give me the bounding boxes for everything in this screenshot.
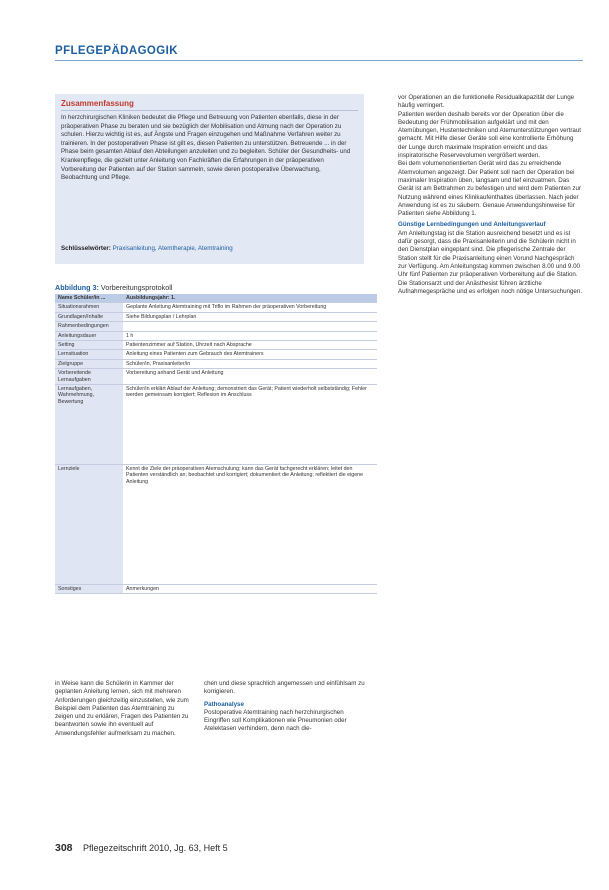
row-label: Situationsrahmen (55, 303, 123, 312)
right-paragraph-1: vor Operationen an die funktionelle Residualkapazität der Lunge häufig verringert. (398, 94, 575, 110)
table-row (55, 465, 377, 585)
row-value (123, 322, 377, 331)
table-head-right: Ausbildungsjahr: 1. (123, 294, 377, 303)
figure-title: Vorbereitungsprotokoll (100, 283, 173, 292)
table-head-row (55, 294, 377, 303)
row-label: Lernziele (55, 465, 123, 585)
row-value: Anleitung eines Patienten zum Gebrauch des Atemtrainers (123, 350, 377, 359)
row-value: Schüler/in, Praxisanleiter/in (123, 359, 377, 368)
row-value: Geplante Anleitung Atemtraining mit Triflo im Rahmen der präoperativen Vorbereitung (123, 303, 377, 312)
body-left-text: in Weise kann die Schülerin in Kammer der geplanten Anleitung lernen, sich mit mehreren Anforderungen gleichzeitig einzustellen, wie zum Beispiel dem Patienten das Atemtraining zu zeigen und zu erklären, Fragen des Patienten zu beantworten sowie ihn eventuell auf Anwendungsfehler aufmerksam zu machen. (55, 680, 189, 737)
row-label: Lernaufgaben, Wahrnehmung, Bewertung (55, 385, 123, 465)
table-row (55, 341, 377, 350)
table-row (55, 331, 377, 340)
table-head-left: Name Schüler/in ... (55, 294, 123, 303)
journal-citation: Pflegezeitschrift 2010, Jg. 63, Heft 5 (83, 843, 228, 853)
row-value: Kennt die Ziele der präoperativen Atemschulung; kann das Gerät fachgerecht erklären; leitet den Patienten verständlich an; beobachtet und korrigiert; dokumentiert die Anleitung; reflektiert die eigene Anleitung (123, 465, 377, 585)
row-label: Grundlagen/Inhalte (55, 312, 123, 321)
row-value: Siehe Bildungsplan / Lehrplan (123, 312, 377, 321)
table-row (55, 303, 377, 312)
keywords-list: Praxisanleitung, Atemtherapie, Atemtraining (112, 245, 233, 252)
figure-caption (55, 283, 172, 292)
body-mid-subheading: Pathoanalyse (204, 700, 244, 708)
row-label: Anleitungsdauer (55, 331, 123, 340)
keywords (61, 245, 233, 253)
right-paragraph-3: Bei dem volumenorientierten Gerät wird das zu erreichende Atemvolumen angezeigt. Der Patient soll nach der Operation bei maximaler Inspiration üben, langsam und tief einzuatmen. Das Gerät ist am Bettrahmen zu befestigen und wird dem Patienten zur Nutzung während eines Klinikaufenthaltes überlassen. Nach jeder Anwendung ist es zu säubern. Genaue Anwendungshinweise für Patienten siehe Abbildung 1. (398, 160, 581, 218)
table-row (55, 350, 377, 359)
right-paragraph-2: Patienten werden deshalb bereits vor der Operation über die Bedeutung der Frühmobilisation aufgeklärt und mit den Atemübungen, Hustentechniken und Atemunterstützungen vertraut gemacht. Mit Hilfe dieser Geräte soll eine kontrollierte Erhöhung der Lunge durch maximale Inspiration erreicht und das inspiratorische Reservevolumen vergrößert werden. (398, 110, 581, 160)
row-value: 1 h (123, 331, 377, 340)
row-value: Vorbereitung anhand Gerät und Anleitung (123, 369, 377, 385)
summary-title: Zusammenfassung (61, 99, 134, 108)
table-row (55, 359, 377, 368)
right-column (398, 94, 584, 296)
row-label: Rahmenbedingungen (55, 322, 123, 331)
protocol-table (55, 294, 377, 594)
right-paragraph-4: Am Anleitungstag ist die Station ausreichend besetzt und es ist dafür gesorgt, dass die Praxisanleiterin und die Schülerin nicht in den Dienstplan eingeplant sind. Die pflegerische Zentrale der Station stellt für die Praxisanleitung einen Vorund Nachgespräch zur Verfügung. Am Anleitungstag kommen zwischen 8.00 und 9.00 Uhr fünf Patienten zur präoperativen Vorbereitung auf die Station. Die Stationsarzt und der Anästhesist führen ärztliche Aufnahmegespräche und es erfolgen noch nötige Untersuchungen. (398, 229, 583, 295)
row-label: Sonstiges (55, 585, 123, 594)
summary-body: In herzchirurgischen Kliniken bedeutet die Pflege und Betreuung von Patienten ebenfalls, diese in der präoperativen Phase zu beraten und sie bezüglich der Mobilisation und Atmung nach der Operation zu schulen. Hierzu wichtig ist es, auf Ängste und Fragen einzugehen und Maßnahme Verfahren weiter zu trainieren. In der postoperativen Phase ist gilt es, diesen Patienten zu unterstützen. Betreuende ... in der Phase beim gesamten Ablauf den Abteilungen anzuleiten und zu begleiten. Schüler der Gesundheits- und Krankenpflege, die gezielt unter Anleitung von Fachkräften die Erfahrungen in der präoperativen Vorbereitung der Patienten auf der Station sammeln, sowie deren postoperative Überwachung, Beobachtung und Pflege. (61, 114, 351, 182)
body-mid-paragraph-2: Postoperative Atemtraining nach herzchirurgischen Eingriffen soll Komplikationen wie Pneumonien oder Atelektasen verhindern, denn nach die- (204, 708, 347, 733)
table-row (55, 585, 377, 594)
row-label: Vorbereitende Lernaufgaben (55, 369, 123, 385)
row-value: Schüler/in erklärt Ablauf der Anleitung; demonstriert das Gerät; Patient wiederholt selbstständig; Fehler werden gemeinsam korrigiert; Reflexion im Anschluss (123, 385, 377, 465)
table-row (55, 322, 377, 331)
keywords-label: Schlüsselwörter: (61, 245, 111, 252)
table-row (55, 385, 377, 465)
row-label: Setting (55, 341, 123, 350)
section-header: PFLEGEPÄDAGOGIK (55, 45, 178, 57)
body-mid-paragraph-1: chen und diese sprachlich angemessen und einfühlsam zu korrigieren. (204, 680, 365, 696)
page-number: 308 (55, 842, 73, 854)
figure-label: Abbildung 3: (55, 283, 99, 292)
row-value: Patientenzimmer auf Station, Uhrzeit nach Absprache (123, 341, 377, 350)
table-row (55, 312, 377, 321)
table-row (55, 369, 377, 385)
body-middle (204, 680, 366, 734)
row-label: Lernsituation (55, 350, 123, 359)
summary-divider (61, 110, 358, 111)
right-subheading: Günstige Lernbedingungen und Anleitungsverlauf (398, 221, 546, 229)
header-divider (55, 60, 583, 61)
row-label: Zielgruppe (55, 359, 123, 368)
row-value: Anmerkungen (123, 585, 377, 594)
page-footer (55, 842, 228, 854)
